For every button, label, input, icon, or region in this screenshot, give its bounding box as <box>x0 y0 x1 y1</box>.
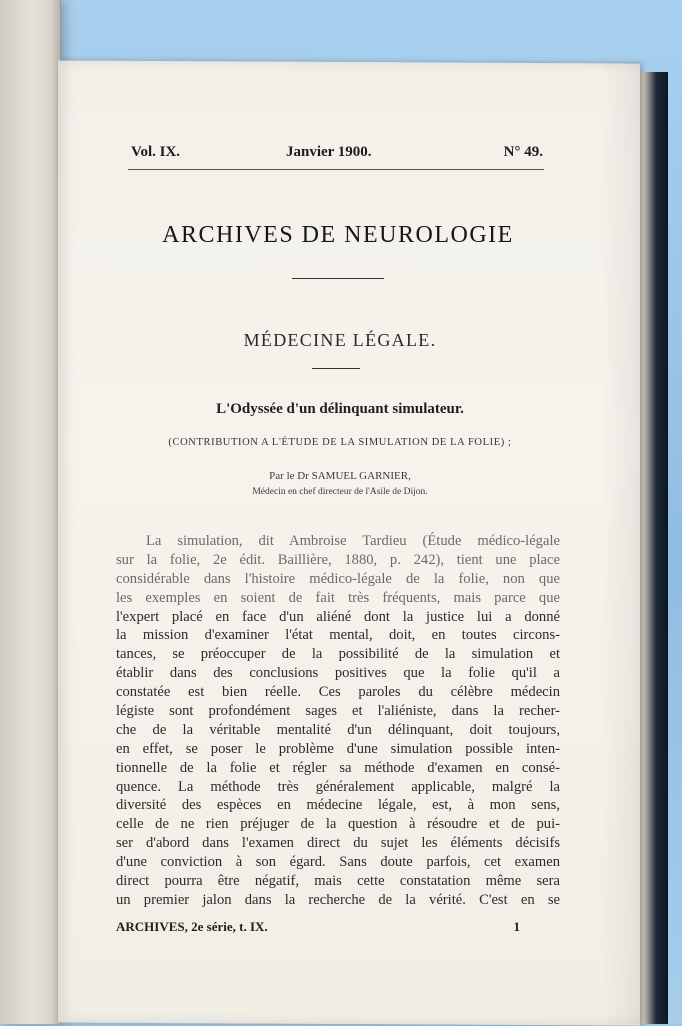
body-line: considérable dans l'histoire médico-légale de la folie, non que <box>116 570 560 587</box>
body-line: diversité des espèces en médecine légale, est, à mon sens, <box>116 797 560 814</box>
running-header <box>131 144 543 166</box>
body-line: La simulation, dit Ambroise Tardieu (Étude médico-légale <box>146 533 560 549</box>
journal-title: ARCHIVES DE NEUROLOGIE <box>162 222 514 248</box>
header-rule <box>128 169 544 170</box>
body-line: che de la véritable mentalité d'un délinquant, doit toujours, <box>116 721 560 738</box>
author-byline: Par le Dr SAMUEL GARNIER, <box>269 470 411 482</box>
issue-date: Janvier 1900. <box>286 144 372 160</box>
title-rule <box>292 278 384 279</box>
body-line: légiste sont profondément sages et l'aliéniste, dans la recher- <box>116 703 560 720</box>
page-footer <box>116 919 520 939</box>
body-line: tionnelle de la folie et régler sa méthode d'examen en consé- <box>116 759 560 776</box>
body-line: sur la folie, 2e édit. Baillière, 1880, p. 242), tient une place <box>116 551 560 568</box>
left-page-edge <box>0 0 61 1024</box>
article-body <box>116 532 560 910</box>
body-line: les exemples en soient de fait très fréquents, mais parce que <box>116 589 560 606</box>
body-line: direct pourra être négatif, mais cette constatation même sera <box>116 873 560 890</box>
page-shadow <box>600 62 640 1024</box>
article-title: L'Odyssée d'un délinquant simulateur. <box>216 401 464 417</box>
volume-label: Vol. IX. <box>131 144 181 160</box>
section-rule <box>312 368 360 369</box>
body-line: un premier jalon dans la recherche de la vérité. C'est en se <box>116 891 560 908</box>
article-subtitle: (CONTRIBUTION A L'ÉTUDE DE LA SIMULATION DE LA FOLIE) ; <box>168 437 512 448</box>
section-heading: MÉDECINE LÉGALE. <box>243 330 437 350</box>
page-number: 1 <box>513 919 520 934</box>
signature-mark: ARCHIVES, 2e série, t. IX. <box>116 919 268 934</box>
body-line: d'une conviction à son égard. Sans doute parfois, cet examen <box>116 854 560 871</box>
body-line: constatée est bien réelle. Ces paroles du célèbre médecin <box>116 684 560 701</box>
body-line: tances, se préoccuper de la possibilité de la simulation et <box>116 646 560 663</box>
body-line: l'expert placé en face d'un aliéné dont la justice lui a donné <box>116 608 560 625</box>
author-affiliation: Médecin en chef directeur de l'Asile de Dijon. <box>252 487 428 497</box>
issue-number: N° 49. <box>503 144 543 160</box>
body-line: en effet, se poser le problème d'une simulation possible inten- <box>116 740 560 757</box>
body-line: ser d'abord dans l'examen direct du sujet les éléments décisifs <box>116 835 560 852</box>
body-line: la mission d'examiner l'état mental, doit, en toutes circons- <box>116 627 560 644</box>
body-line: établir dans des conclusions positives que la folie qu'il a <box>116 665 560 682</box>
body-line: quence. La méthode très généralement applicable, malgré la <box>116 778 560 795</box>
body-line: celle de ne rien préjuger de la question à résoudre et de pui- <box>116 816 560 833</box>
